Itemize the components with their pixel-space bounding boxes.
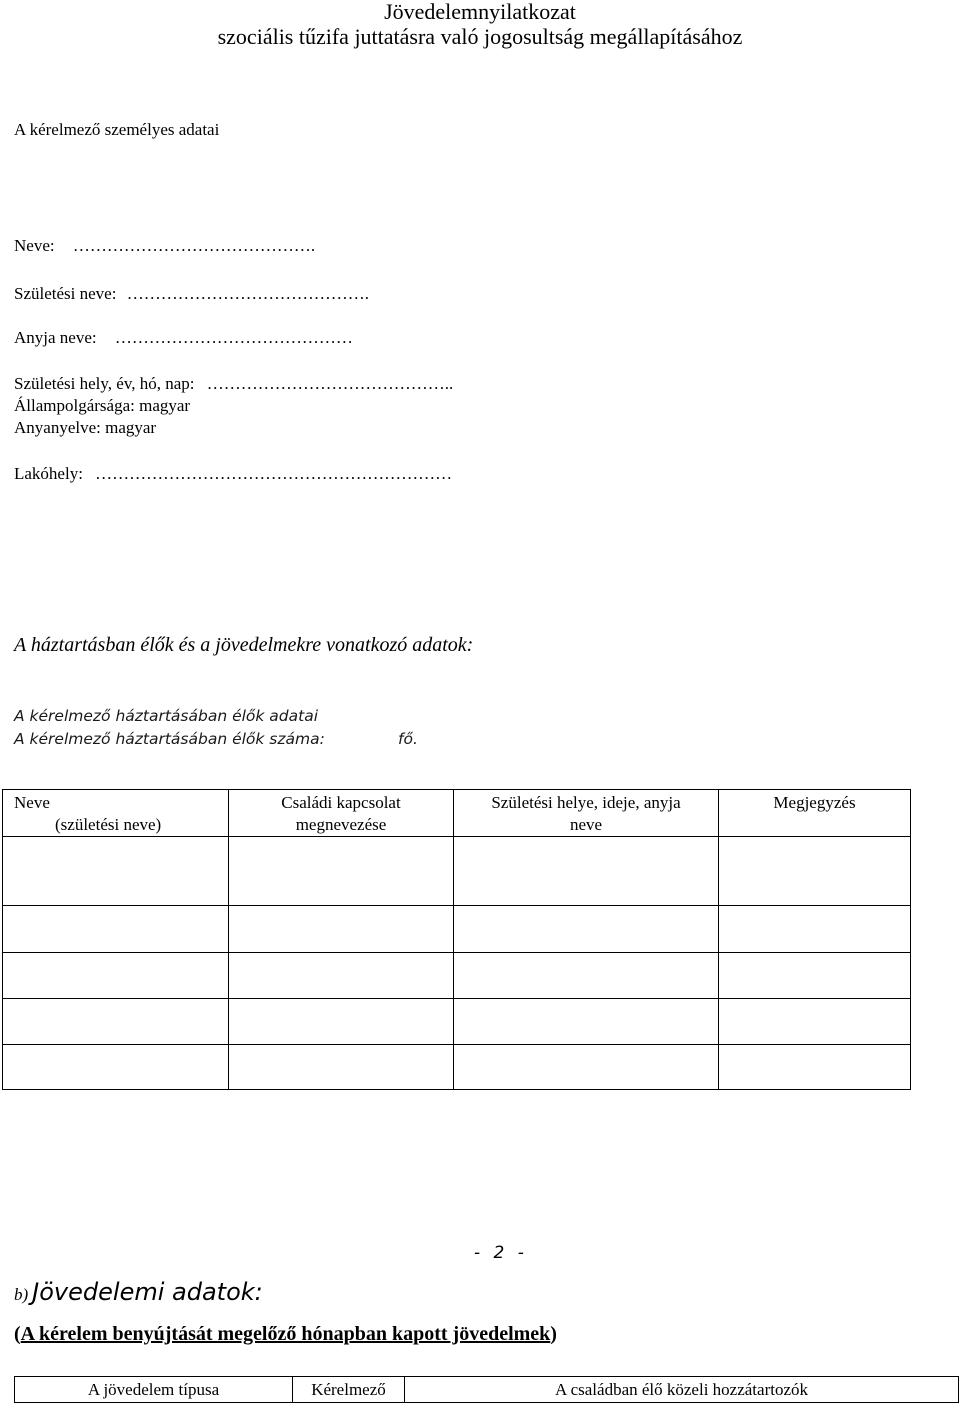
household-table [2,789,911,1090]
table-cell[interactable] [719,906,911,953]
table-row [3,999,911,1045]
birth-name-field[interactable]: ……………………………………. [126,284,369,303]
document-title: Jövedelemnyilatkozat [384,0,576,24]
table-cell[interactable] [229,837,454,906]
income-header-type-label: A jövedelem típusa [87,1379,220,1399]
table-row [3,906,911,953]
income-header-applicant [293,1377,405,1403]
mother-name-label: Anyja neve: [14,328,97,347]
header-relation-line1: Családi kapcsolat [281,793,401,812]
page-number: - 2 - [474,1243,528,1263]
header-birth-line1: Születési helye, ideje, anyja [491,793,681,812]
table-cell[interactable] [454,906,719,953]
table-cell[interactable] [229,953,454,999]
household-count-label: A kérelmező háztartásában élők száma: [14,730,325,748]
table-row [3,953,911,999]
income-close-paren: ) [550,1323,557,1345]
income-header-relatives-label: A családban élő közeli hozzátartozók [555,1379,808,1399]
table-cell[interactable] [454,1045,719,1090]
birth-name-label: Születési neve: [14,284,117,303]
income-subheading: A kérelem benyújtását megelőző hónapban kapott jövedelmek [20,1323,551,1345]
table-cell[interactable] [229,1045,454,1090]
table-row [3,1045,911,1090]
income-heading: Jövedelemi adatok: [32,1278,263,1306]
birth-place-row [14,374,453,394]
header-birth-line2: neve [569,815,603,834]
table-cell[interactable] [3,1045,229,1090]
citizenship: Állampolgársága: magyar [14,396,191,415]
header-name-line1: Neve [14,793,50,812]
document-subtitle: szociális tűzifa juttatásra való jogosultság megállapításához [217,24,743,49]
birth-place-field[interactable]: …………………………………….. [206,374,454,393]
household-count-unit: fő. [398,730,418,748]
name-row [14,236,315,256]
income-header-type [15,1377,293,1403]
household-heading: A háztartásban élők és a jövedelmekre vonatkozó adatok: [14,634,474,656]
income-prefix: b) [14,1285,29,1304]
mother-tongue: Anyanyelve: magyar [14,418,157,437]
table-row [3,837,911,906]
household-subheading: A kérelmező háztartásában élők adatai [14,707,319,725]
table-cell[interactable] [3,837,229,906]
table-cell[interactable] [719,1045,911,1090]
income-header-applicant-label: Kérelmező [311,1379,386,1399]
table-cell[interactable] [719,837,911,906]
birth-place-label: Születési hely, év, hó, nap: [14,374,195,393]
residence-row [14,464,452,484]
table-header-row [3,790,911,837]
income-header-relatives [405,1377,959,1403]
name-field[interactable]: ……………………………………. [72,236,316,255]
table-cell[interactable] [719,953,911,999]
income-heading-row [14,1278,263,1306]
header-relation-line2: megnevezése [295,815,387,834]
table-cell[interactable] [454,999,719,1045]
birth-name-row [14,284,369,304]
mother-name-field[interactable]: …………………………………… [114,328,353,347]
table-cell[interactable] [719,999,911,1045]
table-cell[interactable] [229,906,454,953]
header-cell-birth [454,790,719,837]
personal-section-title: A kérelmező személyes adatai [14,120,220,139]
table-cell[interactable] [454,837,719,906]
header-cell-note [719,790,911,837]
table-cell[interactable] [3,999,229,1045]
residence-field[interactable]: ……………………………………………………… [95,464,453,483]
income-table-header-row [15,1377,959,1403]
header-cell-relation [229,790,454,837]
header-name-line2: (születési neve) [55,815,162,834]
name-label: Neve: [14,236,55,255]
income-open-paren: ( [14,1323,21,1345]
mother-name-row [14,328,353,348]
header-cell-name [3,790,229,837]
residence-label: Lakóhely: [14,464,83,483]
income-table [14,1376,959,1403]
table-cell[interactable] [3,953,229,999]
table-cell[interactable] [454,953,719,999]
table-cell[interactable] [3,906,229,953]
table-cell[interactable] [229,999,454,1045]
income-subheading-row [14,1323,557,1346]
header-note: Megjegyzés [773,793,856,812]
